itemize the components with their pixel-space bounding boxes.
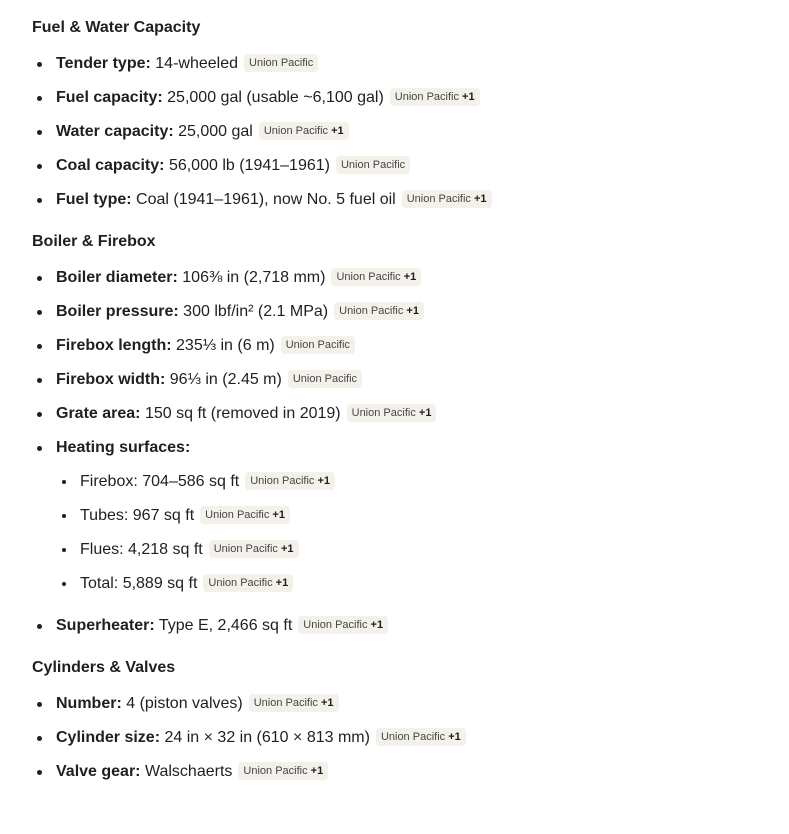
item-label: Number: xyxy=(56,695,122,712)
list-item xyxy=(32,438,772,594)
list-item xyxy=(32,404,772,424)
list-item xyxy=(32,156,772,176)
item-label: Tender type: xyxy=(56,55,151,72)
list-item xyxy=(32,694,772,714)
item-value: 14-wheeled xyxy=(155,55,239,72)
item-value: 106⅜ in (2,718 mm) xyxy=(182,269,326,286)
source-chip[interactable]: Union Pacific xyxy=(281,336,355,354)
item-value: 25,000 gal (usable ~6,100 gal) xyxy=(167,89,384,106)
source-chip[interactable]: Union Pacific +1 xyxy=(334,302,424,320)
list-item xyxy=(32,616,772,636)
item-label: Water capacity: xyxy=(56,123,174,140)
item-value: 300 lbf/in² (2.1 MPa) xyxy=(183,303,329,320)
item-label: Cylinder size: xyxy=(56,729,161,746)
section-fuel-water xyxy=(32,18,772,210)
list-item xyxy=(32,88,772,108)
item-label: Heating surfaces: xyxy=(56,439,191,456)
item-label: Superheater: xyxy=(56,617,155,634)
item-label: Valve gear: xyxy=(56,763,141,780)
spec-list xyxy=(32,54,772,210)
item-value: 96⅓ in (2.45 m) xyxy=(169,371,282,388)
item-value: 25,000 gal xyxy=(178,123,253,140)
sub-list-item xyxy=(56,540,772,560)
source-chip[interactable]: Union Pacific +1 xyxy=(249,694,339,712)
item-value: Walschaerts xyxy=(144,763,233,780)
source-chip[interactable]: Union Pacific +1 xyxy=(347,404,437,422)
list-item xyxy=(32,370,772,390)
sub-list-item xyxy=(56,574,772,594)
item-label: Boiler diameter: xyxy=(56,269,178,286)
list-item xyxy=(32,302,772,322)
source-chip[interactable]: Union Pacific +1 xyxy=(200,506,290,524)
item-value: Type E, 2,466 sq ft xyxy=(158,617,293,634)
item-value: Tubes: 967 sq ft xyxy=(80,507,195,524)
list-item xyxy=(32,54,772,74)
source-chip[interactable]: Union Pacific +1 xyxy=(245,472,335,490)
source-chip[interactable]: Union Pacific xyxy=(336,156,410,174)
section-cylinders-valves xyxy=(32,658,772,782)
source-chip[interactable]: Union Pacific +1 xyxy=(238,762,328,780)
item-value: 4 (piston valves) xyxy=(126,695,243,712)
item-value: 150 sq ft (removed in 2019) xyxy=(144,405,341,422)
source-chip[interactable]: Union Pacific xyxy=(244,54,318,72)
item-value: Coal (1941–1961), now No. 5 fuel oil xyxy=(136,191,396,208)
item-label: Firebox width: xyxy=(56,371,166,388)
item-value: 56,000 lb (1941–1961) xyxy=(168,157,330,174)
item-value: 235⅓ in (6 m) xyxy=(176,337,275,354)
source-chip[interactable]: Union Pacific +1 xyxy=(376,728,466,746)
section-title: Boiler & Firebox xyxy=(32,233,156,250)
item-label: Boiler pressure: xyxy=(56,303,179,320)
source-chip[interactable]: Union Pacific +1 xyxy=(259,122,349,140)
sub-list-item xyxy=(56,506,772,526)
item-label: Firebox length: xyxy=(56,337,172,354)
list-item xyxy=(32,190,772,210)
section-title: Fuel & Water Capacity xyxy=(32,19,201,36)
source-chip[interactable]: Union Pacific +1 xyxy=(331,268,421,286)
item-value: 24 in × 32 in (610 × 813 mm) xyxy=(164,729,370,746)
list-item xyxy=(32,268,772,288)
section-boiler-firebox xyxy=(32,232,772,636)
source-chip[interactable]: Union Pacific +1 xyxy=(298,616,388,634)
item-value: Total: 5,889 sq ft xyxy=(80,575,198,592)
source-chip[interactable]: Union Pacific +1 xyxy=(390,88,480,106)
item-label: Coal capacity: xyxy=(56,157,165,174)
item-label: Fuel type: xyxy=(56,191,132,208)
list-item xyxy=(32,728,772,748)
sub-list xyxy=(56,472,772,594)
list-item xyxy=(32,762,772,782)
source-chip[interactable]: Union Pacific xyxy=(288,370,362,388)
sub-list-item xyxy=(56,472,772,492)
spec-list xyxy=(32,268,772,636)
source-chip[interactable]: Union Pacific +1 xyxy=(209,540,299,558)
item-value: Firebox: 704–586 sq ft xyxy=(80,473,240,490)
source-chip[interactable]: Union Pacific +1 xyxy=(203,574,293,592)
list-item xyxy=(32,336,772,356)
spec-list xyxy=(32,694,772,782)
item-value: Flues: 4,218 sq ft xyxy=(80,541,203,558)
section-title: Cylinders & Valves xyxy=(32,659,176,676)
item-label: Grate area: xyxy=(56,405,141,422)
list-item xyxy=(32,122,772,142)
source-chip[interactable]: Union Pacific +1 xyxy=(402,190,492,208)
item-label: Fuel capacity: xyxy=(56,89,163,106)
